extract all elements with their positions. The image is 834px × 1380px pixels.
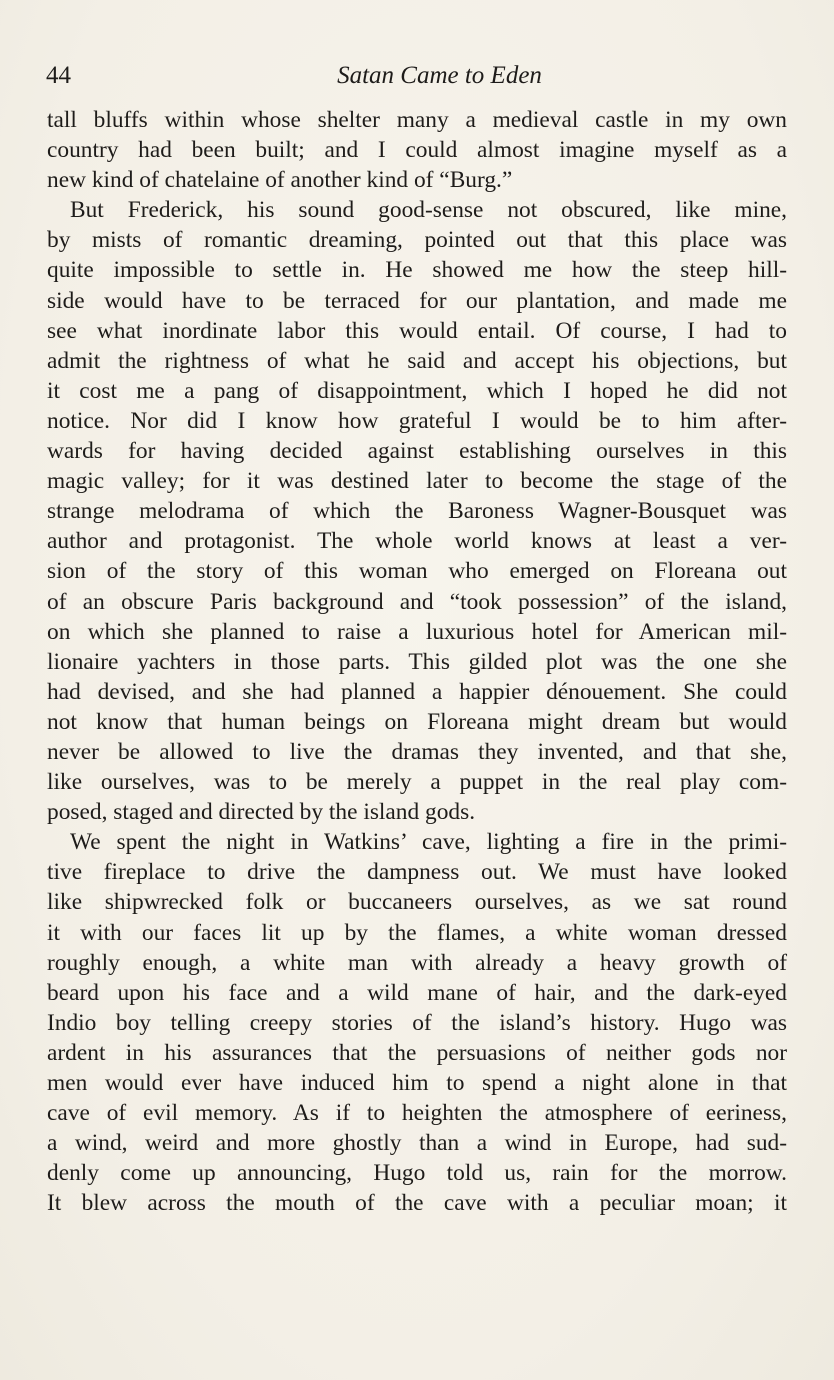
text-line: country had been built; and I could almost imagine myself as a <box>47 137 787 164</box>
text-line: admit the rightness of what he said and accept his objections, but <box>47 347 787 374</box>
text-line: tall bluffs within whose shelter many a medieval castle in my own <box>47 107 787 133</box>
text-line: But Frederick, his sound good-sense not obscured, like mine, <box>70 197 787 224</box>
body-text <box>47 105 787 1218</box>
text-line: it cost me a pang of disappointment, which I hoped he did not <box>47 377 787 404</box>
text-line: it with our faces lit up by the flames, a white woman dressed <box>47 919 787 946</box>
text-line: roughly enough, a white man with already a heavy growth of <box>47 949 787 976</box>
text-line: strange melodrama of which the Baroness Wagner-Bousquet was <box>47 498 787 525</box>
running-title: Satan Came to Eden <box>337 62 542 89</box>
text-line: lionaire yachters in those parts. This gilded plot was the one she <box>47 648 787 675</box>
text-line: men would ever have induced him to spend a night alone in that <box>47 1070 787 1096</box>
text-line: It blew across the mouth of the cave with a peculiar moan; it <box>47 1190 787 1217</box>
page-header <box>46 58 788 94</box>
text-line: cave of evil memory. As if to heighten the atmosphere of eeriness, <box>47 1100 787 1127</box>
text-line: new kind of chatelaine of another kind of “Burg.” <box>47 167 513 194</box>
text-line: had devised, and she had planned a happier dénouement. She could <box>47 678 787 705</box>
text-line: We spent the night in Watkins’ cave, lighting a fire in the primi- <box>70 829 787 856</box>
text-line: on which she planned to raise a luxurious hotel for American mil- <box>47 618 787 645</box>
text-line: beard upon his face and a wild mane of hair, and the dark-eyed <box>47 979 787 1006</box>
text-line: like ourselves, was to be merely a puppet in the real play com- <box>47 769 787 796</box>
text-line: like shipwrecked folk or buccaneers ourselves, as we sat round <box>47 889 787 916</box>
text-line: not know that human beings on Floreana might dream but would <box>47 708 787 735</box>
text-line: wards for having decided against establishing ourselves in this <box>47 438 787 465</box>
text-line: notice. Nor did I know how grateful I would be to him after- <box>47 407 787 434</box>
text-line: see what inordinate labor this would entail. Of course, I had to <box>47 317 787 344</box>
text-line: side would have to be terraced for our plantation, and made me <box>47 287 787 314</box>
text-line: quite impossible to settle in. He showed me how the steep hill- <box>47 257 787 284</box>
text-line: Indio boy telling creepy stories of the island’s history. Hugo was <box>47 1009 787 1036</box>
text-line: denly come up announcing, Hugo told us, rain for the morrow. <box>47 1160 787 1187</box>
text-line: a wind, weird and more ghostly than a wind in Europe, had sud- <box>47 1130 787 1157</box>
text-line: sion of the story of this woman who emerged on Floreana out <box>47 558 787 585</box>
text-line: magic valley; for it was destined later to become the stage of the <box>47 468 787 495</box>
text-line: tive fireplace to drive the dampness out. We must have looked <box>47 859 787 886</box>
text-line: ardent in his assurances that the persuasions of neither gods nor <box>47 1039 787 1066</box>
text-line: posed, staged and directed by the island gods. <box>47 799 476 826</box>
text-line: author and protagonist. The whole world knows at least a ver- <box>47 528 787 555</box>
text-line: never be allowed to live the dramas they invented, and that she, <box>47 738 787 765</box>
page-number: 44 <box>46 62 71 89</box>
text-line: by mists of romantic dreaming, pointed out that this place was <box>47 227 787 254</box>
text-line: of an obscure Paris background and “took possession” of the island, <box>47 588 787 615</box>
